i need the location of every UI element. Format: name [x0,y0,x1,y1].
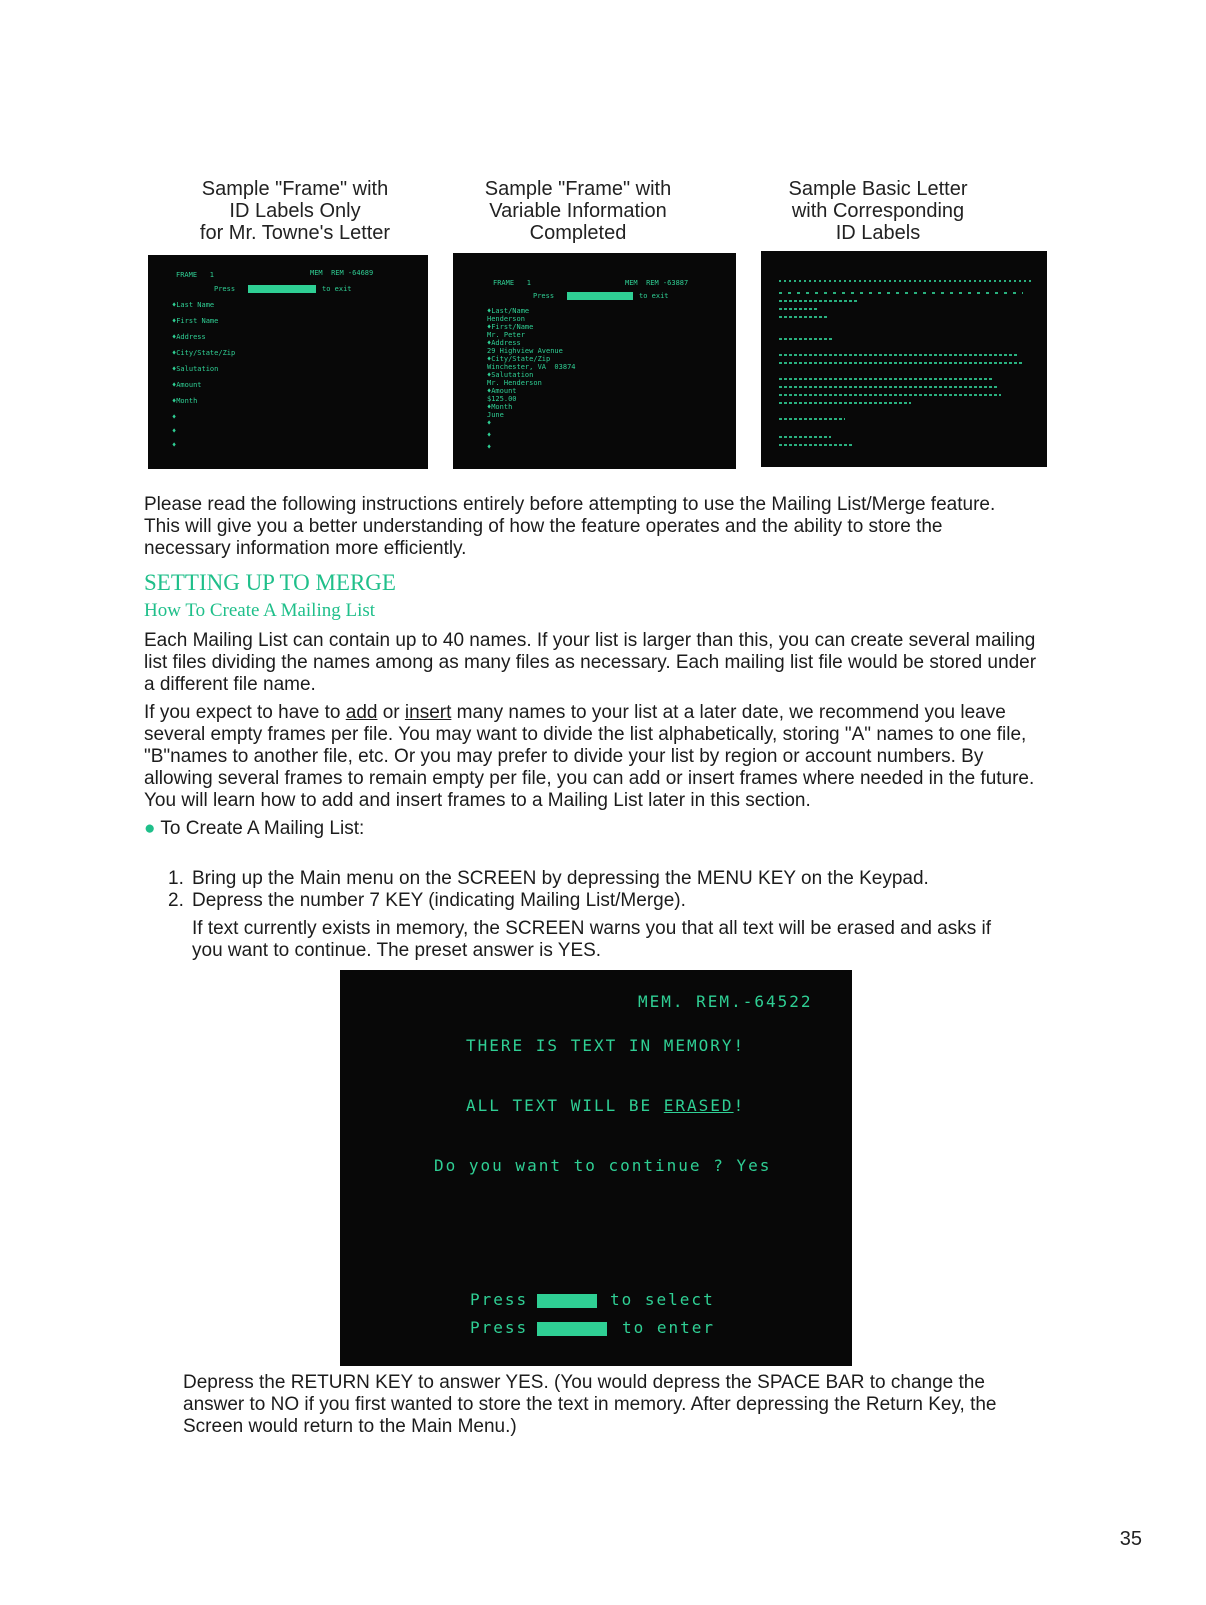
record-line: ♦First/Name [487,323,534,331]
section-title: SETTING UP TO MERGE [144,570,396,595]
exit-label: to exit [322,285,352,293]
field-label: ♦Month [172,397,198,405]
press-select-label: Press [470,1290,529,1309]
bullet-create-list [144,818,1044,840]
press-enter-label: Press [470,1318,529,1337]
step-text: Bring up the Main menu on the SCREEN by depressing the MENU KEY on the Keypad. [192,868,929,889]
insert-term: insert [404,702,452,723]
record-line: June [487,411,504,419]
field-label: ♦ [172,427,177,435]
caption-line: Sample Basic Letter [788,178,968,200]
field-label: ♦Last Name [172,301,215,309]
press-label: Press [214,285,236,293]
frame-header: FRAME 1 [493,279,531,287]
letter-text-illustration [761,251,1047,467]
record-line: ♦Salutation [487,371,534,379]
memory-remaining: MEM REM -64689 [310,269,374,277]
exit-label: to exit [639,292,669,300]
para-empty-frames [144,702,1044,812]
field-label: ♦ [172,441,177,449]
frame-screen-id-labels [148,255,428,469]
memory-warning-screen [340,970,852,1366]
exit-key-highlight [248,285,316,293]
erased-word: ERASED [663,1096,734,1115]
select-label: to select [610,1290,715,1309]
record-line: ♦ [487,443,492,451]
para2-text: If you expect to have to [144,702,346,723]
record-line: Mr. Peter [487,331,525,339]
continue-prompt: Do you want to continue ? Yes [434,1156,772,1175]
field-label: ♦City/State/Zip [172,349,236,357]
warning-erase [466,1096,745,1115]
record-line: ♦ [487,419,492,427]
caption-line: ID Labels [835,222,921,244]
step-text: Depress the number 7 KEY (indicating Mailing List/Merge). [192,890,686,911]
add-term: add [345,702,378,723]
caption-line: with Corresponding [791,200,965,222]
caption-basic-letter [738,178,1018,244]
intro-text: Please read the following instructions entirely before attempting to use the Mailing List/Merge feature. This will give you a better understanding of how the feature operates and the ability to store the necessary information more efficiently. [144,494,996,559]
intro-paragraph [144,494,1034,566]
para-capacity: Each Mailing List can contain up to 40 names. If your list is larger than this, you can create several mailing list files dividing the names among as many files as necessary. Each mailing list file would be stored under a different file name. [144,630,1037,695]
warning-erase-end: ! [733,1096,746,1115]
enter-label: to enter [622,1318,716,1337]
record-line: Henderson [487,315,525,323]
caption-line: Completed [529,222,627,244]
mailing-list-section [144,630,1044,846]
memory-remaining: MEM REM -63887 [625,279,689,287]
bullet-text: To Create A Mailing List: [160,818,365,839]
warning-erase-text: ALL TEXT WILL BE [466,1096,664,1115]
warning-text-in-memory: THERE IS TEXT IN MEMORY! [466,1036,746,1055]
exit-key-highlight [567,292,633,300]
press-label: Press [533,292,555,300]
memory-remaining: MEM. REM.-64522 [638,992,813,1011]
frame-screen-variable-info [453,253,736,469]
step-item [168,890,1048,912]
record-line: Winchester, VA 03874 [487,363,576,371]
record-line: 29 Highview Avenue [487,347,563,355]
record-line: ♦City/State/Zip [487,355,551,363]
step-note: If text currently exists in memory, the SCREEN warns you that all text will be erased and asks if you want to continue. The preset answer is YES. [192,918,992,961]
caption-line: for Mr. Towne's Letter [199,222,391,244]
caption-line: Variable Information [489,200,667,222]
subsection-title: How To Create A Mailing List [144,600,376,621]
step-number: 2. [168,890,184,911]
closing-text: Depress the RETURN KEY to answer YES. (You would depress the SPACE BAR to change the answer to NO if you first wanted to store the text in memory. After depressing the Return Key, the Screen would return to the Main Menu.) [183,1372,997,1437]
field-label: ♦ [172,413,177,421]
caption-id-labels [155,178,435,244]
record-line: ♦Last/Name [487,307,530,315]
letter-screen-image [761,251,1047,467]
para2-text: many names to your list at a later date, we recommend you leave several empty frames per file. You may want to divide the list alphabetically, storing "A" names to one file, "B"names to another file, etc. Or you may prefer to divide your list by region or account numbers. By allowing several frames to remain empty per file, you can add or insert frames where needed in the future. You will learn how to add and insert frames to a Mailing List later in this section. [144,702,1035,811]
return-key-highlight [537,1322,607,1336]
para2-text: or [377,702,405,723]
caption-variable-info [438,178,718,244]
record-line: ♦Address [487,339,521,347]
record-line: ♦Amount [487,387,517,395]
field-label: ♦First Name [172,317,219,325]
field-label: ♦Salutation [172,365,219,373]
step-item [168,868,1048,890]
step-number: 1. [168,868,184,889]
record-line: Mr. Henderson [487,379,542,387]
record-line: ♦ [487,431,492,439]
steps-list [168,868,1048,962]
record-line: $125.00 [487,395,517,403]
caption-line: ID Labels Only [229,200,361,222]
space-key-highlight [537,1294,597,1308]
bullet-icon: ● [144,818,156,839]
frame-header: FRAME 1 [176,271,214,279]
caption-line: Sample "Frame" with [201,178,389,200]
field-label: ♦Address [172,333,206,341]
page-number: 35 [1119,1528,1142,1550]
caption-line: Sample "Frame" with [484,178,672,200]
field-label: ♦Amount [172,381,202,389]
record-line: ♦Month [487,403,513,411]
closing-paragraph [183,1372,1033,1444]
